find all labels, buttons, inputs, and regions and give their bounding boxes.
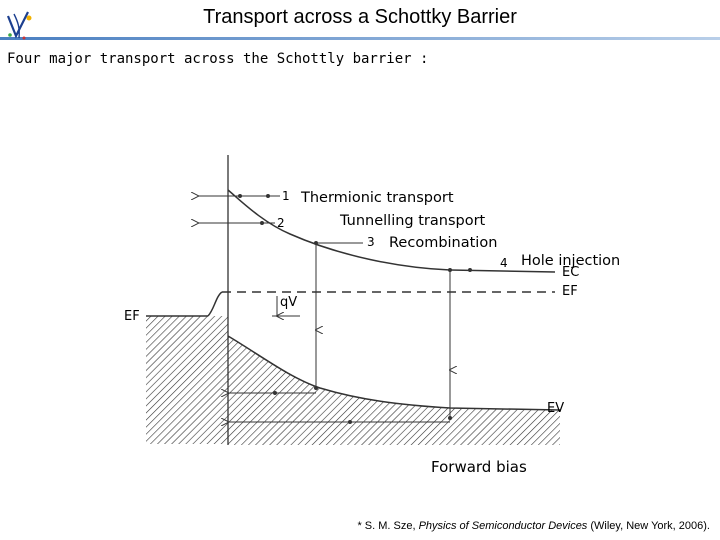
- tunnelling-label: Tunnelling transport: [340, 213, 486, 229]
- metal-region: [146, 316, 228, 444]
- citation-suffix: (Wiley, New York, 2006).: [587, 520, 710, 532]
- fermi-step: [208, 292, 222, 316]
- valence-region: [228, 336, 560, 445]
- ef-right-label: EF: [562, 284, 578, 299]
- ev-label: EV: [547, 401, 565, 416]
- ec-label: EC: [562, 265, 580, 280]
- citation-prefix: * S. M. Sze,: [357, 520, 419, 532]
- citation-book: Physics of Semiconductor Devices: [418, 520, 588, 532]
- qv-label: qV: [280, 295, 298, 310]
- subtitle: Four major transport across the Schottly barrier :: [7, 51, 429, 67]
- thermionic-label: Thermionic transport: [301, 190, 454, 206]
- slide-title: Transport across a Schottky Barrier: [203, 6, 517, 28]
- forward-bias-label: Forward bias: [431, 458, 527, 476]
- recombination-label: Recombination: [389, 235, 498, 251]
- path-number-1: 1: [282, 189, 290, 203]
- hole-injection-label: Hole injection: [521, 253, 621, 269]
- citation: [357, 520, 710, 532]
- path-number-4: 4: [500, 256, 508, 270]
- ef-left-label: EF: [124, 309, 140, 324]
- path-number-2: 2: [277, 216, 285, 230]
- path-number-3: 3: [367, 235, 375, 249]
